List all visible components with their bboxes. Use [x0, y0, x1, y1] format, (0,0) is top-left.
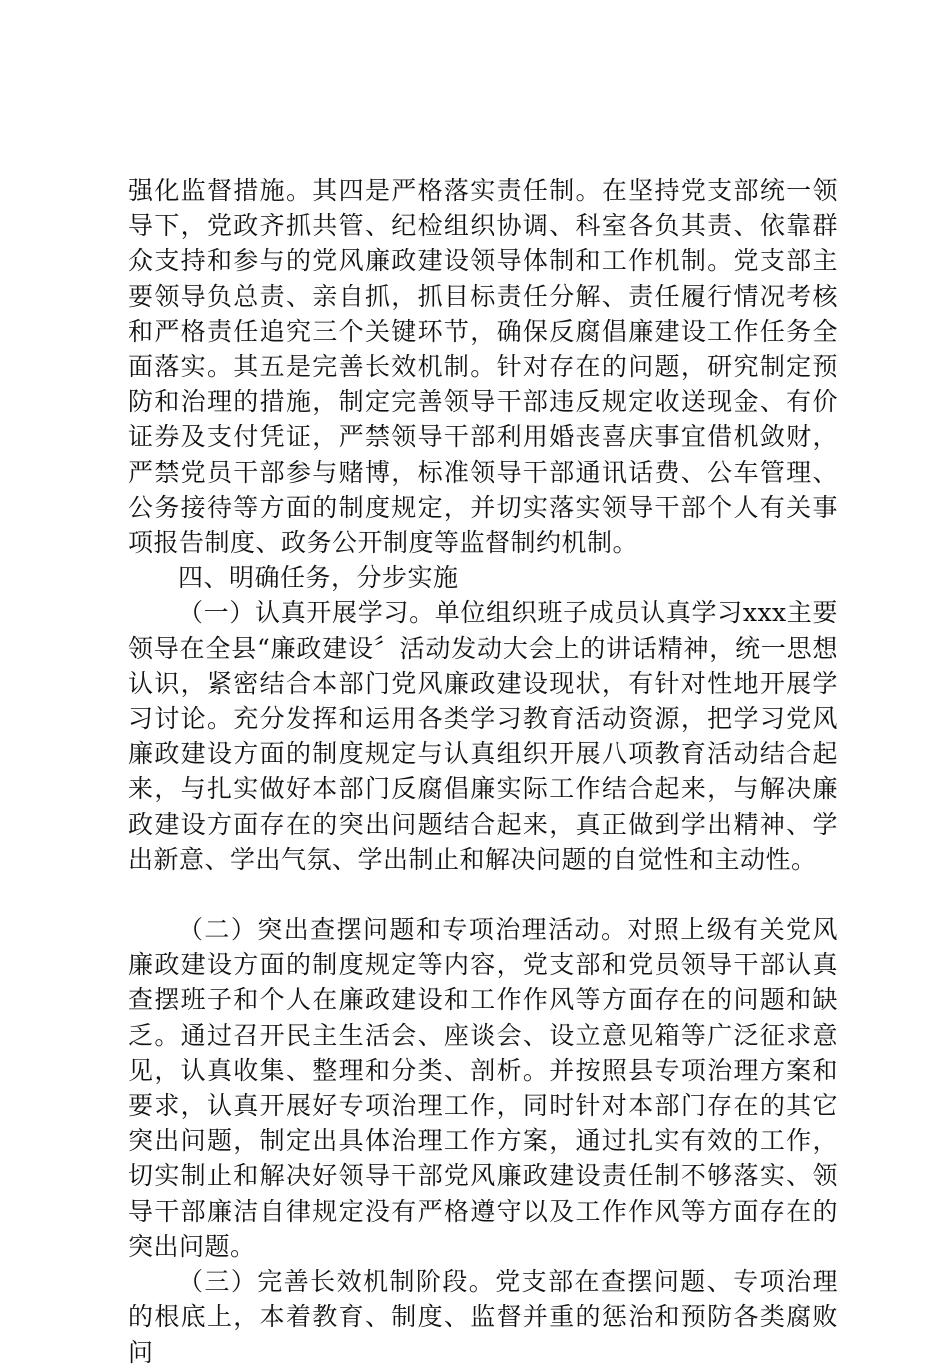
- section-heading-tasks: 四、明确任务，分步实施: [178, 563, 459, 593]
- paragraph-problem-review: （二）突出查摆问题和专项治理活动。对照上级有关党风廉政建设方面的制度规定等内容，党支部和党员领导干部认真查摆班子和个人在廉政建设和工作作风等方面存在的问题和缺乏。通过召开民主生活会、座谈会、设立意见箱等广泛征求意见，认真收集、整理和分类、剖析。并按照县专项治理方案和要求，认真开展好专项治理工作，同时针对本部门存在的其它突出问题，制定出具体治理工作方案，通过扎实有效的工作，切实制止和解决好领导干部党风廉政建设责任制不够落实、领导干部廉洁自律规定没有严格遵守以及工作作风等方面存在的突出问题。: [128, 915, 838, 1261]
- document-body: [128, 173, 838, 1370]
- paragraph-gap: [128, 877, 838, 912]
- paragraph-long-term-mechanism: （三）完善长效机制阶段。党支部在查摆问题、专项治理的根底上，本着教育、制度、监督并重的惩治和预防各类腐败问: [128, 1267, 838, 1367]
- paragraph-study: （一）认真开展学习。单位组织班子成员认真学习xxx主要领导在全县“廉政建设〞活动发动大会上的讲话精神，统一思想认识，紧密结合本部门党风廉政建设现状，有针对性地开展学习讨论。充分发挥和运用各类学习教育活动资源，把学习党风廉政建设方面的制度规定与认真组织开展八项教育活动结合起来，与扎实做好本部门反腐倡廉实际工作结合起来，与解决廉政建设方面存在的突出问题结合起来，真正做到学出精神、学出新意、学出气氛、学出制止和解决问题的自觉性和主动性。: [128, 598, 838, 874]
- paragraph-responsibility-mechanism: 强化监督措施。其四是严格落实责任制。在坚持党支部统一领导下，党政齐抓共管、纪检组织协调、科室各负其责、依靠群众支持和参与的党风廉政建设领导体制和工作机制。党支部主要领导负总责、亲自抓，抓目标责任分解、责任履行情况考核和严格责任追究三个关键环节，确保反腐倡廉建设工作任务全面落实。其五是完善长效机制。针对存在的问题，研究制定预防和治理的措施，制定完善领导干部违反规定收送现金、有价证券及支付凭证，严禁领导干部利用婚丧喜庆事宜借机敛财，严禁党员干部参与赌博，标准领导干部通讯话费、公车管理、公务接待等方面的制度规定，并切实落实领导干部个人有关事项报告制度、政务公开制度等监督制约机制。: [128, 176, 838, 558]
